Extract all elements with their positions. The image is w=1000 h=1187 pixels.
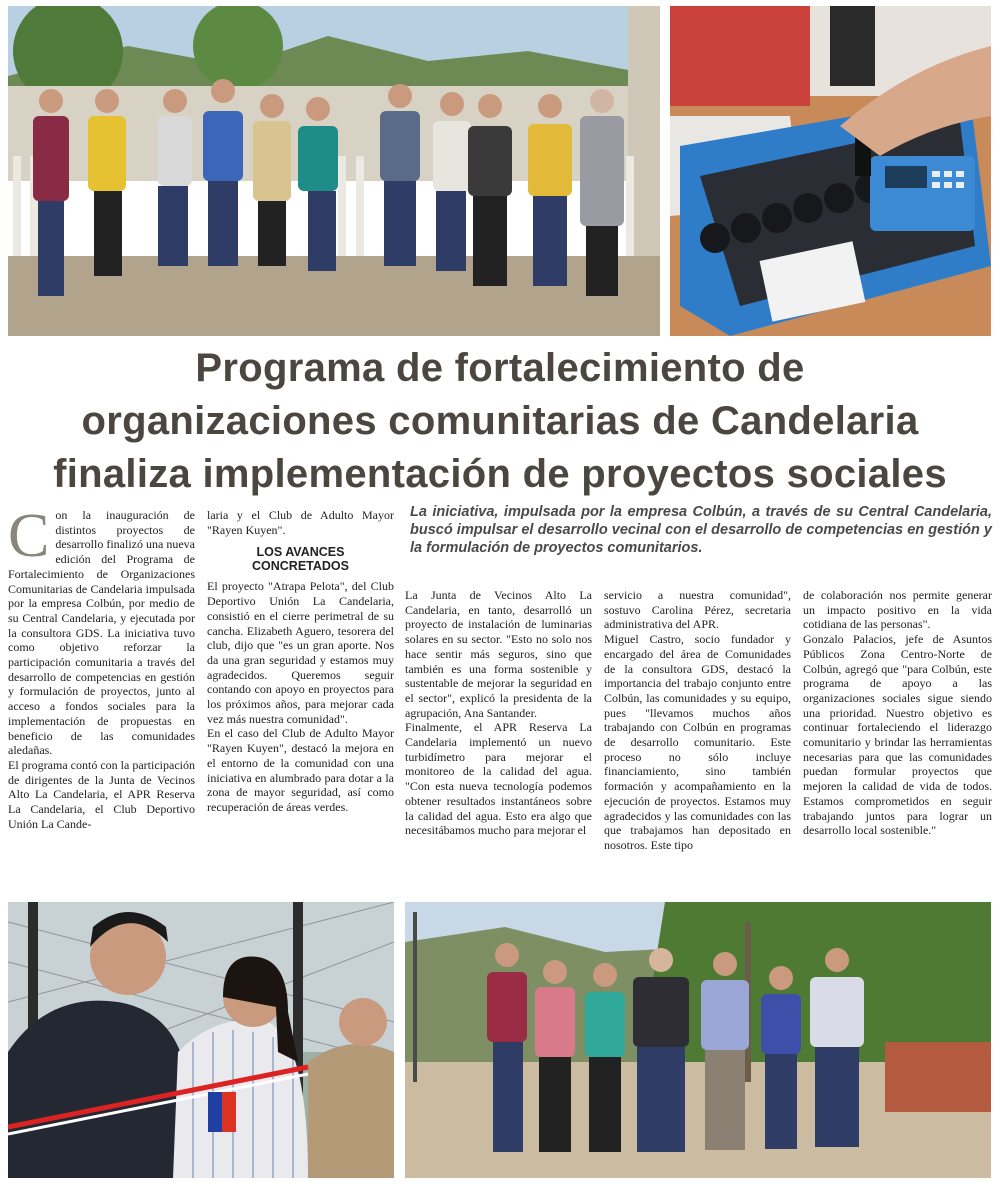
paragraph: Gonzalo Palacios, jefe de Asuntos Públicos Zona Centro-Norte de Colbún, agregó que "para Colbún, este programa de apoyo a las organizaciones sociales sigue siendo una prioridad. Nuestro objetivo es continuar fortaleciendo el liderazgo comunitario y brindar las herramientas necesarias para que las comunidades puedan formular proyectos que mejoren la calidad de vida de todos. Estamos comprometidos en seguir trabajando juntos para lograr un desarrollo local sostenible." <box>803 632 992 838</box>
turbidimeter-kit-photo <box>670 6 991 336</box>
article-column-2 <box>207 508 394 815</box>
headline-line-2: organizaciones comunitarias de Candelaria <box>81 399 919 443</box>
ribbon-cutting-photo <box>8 902 394 1178</box>
group-photo-top <box>8 6 660 336</box>
paragraph: El programa contó con la participación de dirigentes de la Junta de Vecinos Alto La Candelaria, el APR Reserva La Candelaria, el Club Deportivo Unión La Cande- <box>8 757 195 831</box>
lead-paragraph: La iniciativa, impulsada por la empresa Colbún, a través de su Central Candelaria, buscó impulsar el desarrollo vecinal con el desarrollo de competencias en gestión y la formulación de proyectos comunitarios. <box>410 504 992 556</box>
paragraph: on la inauguración de distintos proyectos de desarrollo finalizó una nueva edición del Programa de Fortalecimiento de Organizaciones Comunitarias de Candelaria impulsada por la empresa Colbún, por medio de su Central Candelaria, y ejecutada por la consultora GDS. La iniciativa tuvo como objetivo reforzar la participación comunitaria a través del desarrollo de competencias en gestión y formulación de proyectos, junto al acceso a fondos sociales para la implementación de propuestas en beneficio de las comunidades aledañas. <box>8 508 195 758</box>
headline <box>0 342 1000 501</box>
paragraph: En el caso del Club de Adulto Mayor "Rayen Kuyen", destacó la mejora en el entorno de la comunidad con una iniciativa en alumbrado para dotar a la zona de mayor seguridad, así como recuperación de áreas verdes. <box>207 726 394 814</box>
paragraph: de colaboración nos permite generar un impacto positivo en la vida cotidiana de las personas". <box>803 588 992 632</box>
article-column-1 <box>8 502 195 831</box>
drop-cap: C <box>8 502 50 570</box>
headline-line-1: Programa de fortalecimiento de <box>195 346 805 390</box>
section-subhead: LOS AVANCES CONCRETADOS <box>252 545 349 574</box>
article-column-5 <box>803 588 992 838</box>
paragraph: Miguel Castro, socio fundador y encargado del área de Comunidades de la consultora GDS, destacó la importancia del trabajo conjunto entre Colbún, las comunidades y su equipo, pues "llevamos muchos años trabajando con Colbún en programas de desarrollo comunitario. Este proceso no sólo incluye financiamiento, sino también formación y acompañamiento en la ejecución de proyectos. Estamos muy agradecidos y las comunidades con las que trabajamos han depositado en nosotros. Este tipo <box>604 632 791 852</box>
group-photo-bottom <box>405 902 991 1178</box>
paragraph: servicio a nuestra comunidad", sostuvo Carolina Pérez, secretaria administrativa del APR. <box>604 588 791 632</box>
paragraph: Finalmente, el APR Reserva La Candelaria implementó un nuevo turbidímetro para mejorar el monitoreo de la calidad del agua. "Con esta nueva tecnología podemos obtener resultados instantáneos sobre la calidad del agua. Esto era algo que necesitábamos mucho para mejorar el <box>405 720 592 838</box>
article-column-4 <box>604 588 791 853</box>
paragraph: El proyecto "Atrapa Pelota", del Club Deportivo Unión La Candelaria, consistió en el cierre perimetral de su cancha. Elizabeth Aguero, tesorera del club, dijo que "es un gran aporte. Nos da una gran seguridad y estamos muy agradecidos. Queremos seguir contando con apoyo en proyectos para los próximos años, para mejorar cada vez más nuestra comunidad". <box>207 579 394 726</box>
paragraph: laria y el Club de Adulto Mayor "Rayen Kuyen". <box>207 508 394 537</box>
paragraph: La Junta de Vecinos Alto La Candelaria, en tanto, desarrolló un proyecto de instalación de luminarias solares en su sector. "Esto no solo nos hace sentir más seguros, sino que también es una forma sostenible y sustentable de mejorar la seguridad en el sector", explicó la presidenta de la agrupación, Ana Santander. <box>405 588 592 720</box>
article-column-3 <box>405 588 592 838</box>
headline-line-3: finaliza implementación de proyectos sociales <box>53 452 947 496</box>
